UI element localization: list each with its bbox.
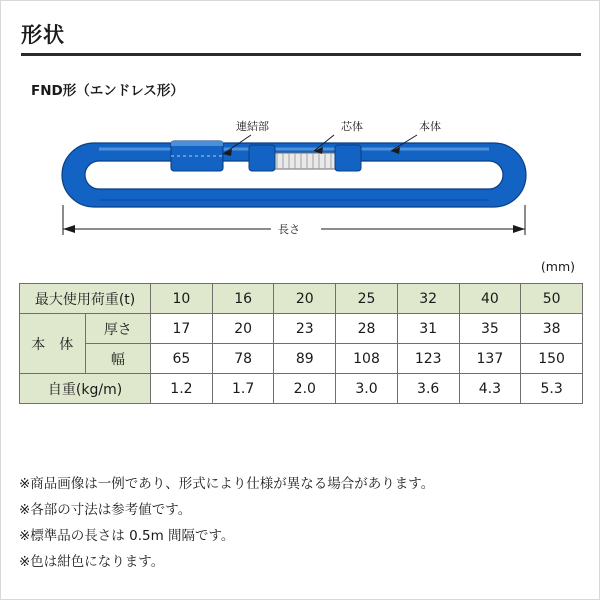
note-item: ※色は紺色になります。	[19, 554, 165, 570]
table-row-width	[20, 344, 583, 374]
cell-width-6: 150	[521, 344, 583, 374]
row-group-label-body: 本 体	[20, 314, 86, 374]
table-header-capacity-1: 16	[212, 284, 274, 314]
label-body: 本体	[419, 120, 441, 133]
cell-width-3: 108	[336, 344, 398, 374]
page-title: 形状	[21, 23, 65, 47]
note-item: ※各部の寸法は参考値です。	[19, 502, 192, 518]
note-item: ※商品画像は一例であり、形式により仕様が異なる場合があります。	[19, 476, 435, 492]
table-header-capacity-4: 32	[397, 284, 459, 314]
unit-label: (mm)	[540, 259, 575, 274]
label-length: 長さ	[278, 223, 300, 236]
specification-table	[19, 283, 583, 404]
cell-weight-2: 2.0	[274, 374, 336, 404]
row-label-thickness: 厚さ	[85, 314, 151, 344]
table-header-capacity-3: 25	[336, 284, 398, 314]
label-joint: 連結部	[236, 120, 269, 133]
notes-list	[19, 471, 583, 575]
table-row-thickness	[20, 314, 583, 344]
cell-width-4: 123	[397, 344, 459, 374]
product-type-subtitle: FND形（エンドレス形）	[31, 83, 184, 99]
cell-width-2: 89	[274, 344, 336, 374]
cell-weight-0: 1.2	[151, 374, 213, 404]
table-row-weight	[20, 374, 583, 404]
label-core: 芯体	[341, 120, 363, 133]
sling-illustration	[19, 105, 585, 255]
cell-width-0: 65	[151, 344, 213, 374]
page-header	[1, 17, 600, 59]
table-header-capacity-6: 50	[521, 284, 583, 314]
table-header-row	[20, 284, 583, 314]
cell-thickness-6: 38	[521, 314, 583, 344]
cell-thickness-3: 28	[336, 314, 398, 344]
cell-weight-6: 5.3	[521, 374, 583, 404]
cell-thickness-1: 20	[212, 314, 274, 344]
cell-width-5: 137	[459, 344, 521, 374]
cell-width-1: 78	[212, 344, 274, 374]
cell-weight-4: 3.6	[397, 374, 459, 404]
cell-weight-3: 3.0	[336, 374, 398, 404]
row-label-weight: 自重(kg/m)	[20, 374, 151, 404]
cell-weight-5: 4.3	[459, 374, 521, 404]
table-header-capacity-label: 最大使用荷重(t)	[20, 284, 151, 314]
joint-sleeve	[171, 141, 223, 171]
note-item: ※標準品の長さは 0.5m 間隔です。	[19, 528, 235, 544]
table-header-capacity-2: 20	[274, 284, 336, 314]
cell-thickness-5: 35	[459, 314, 521, 344]
header-divider	[21, 53, 581, 56]
row-label-width: 幅	[85, 344, 151, 374]
table-header-capacity-5: 40	[459, 284, 521, 314]
cell-thickness-4: 31	[397, 314, 459, 344]
cell-thickness-2: 23	[274, 314, 336, 344]
cell-thickness-0: 17	[151, 314, 213, 344]
table-header-capacity-0: 10	[151, 284, 213, 314]
cell-weight-1: 1.7	[212, 374, 274, 404]
